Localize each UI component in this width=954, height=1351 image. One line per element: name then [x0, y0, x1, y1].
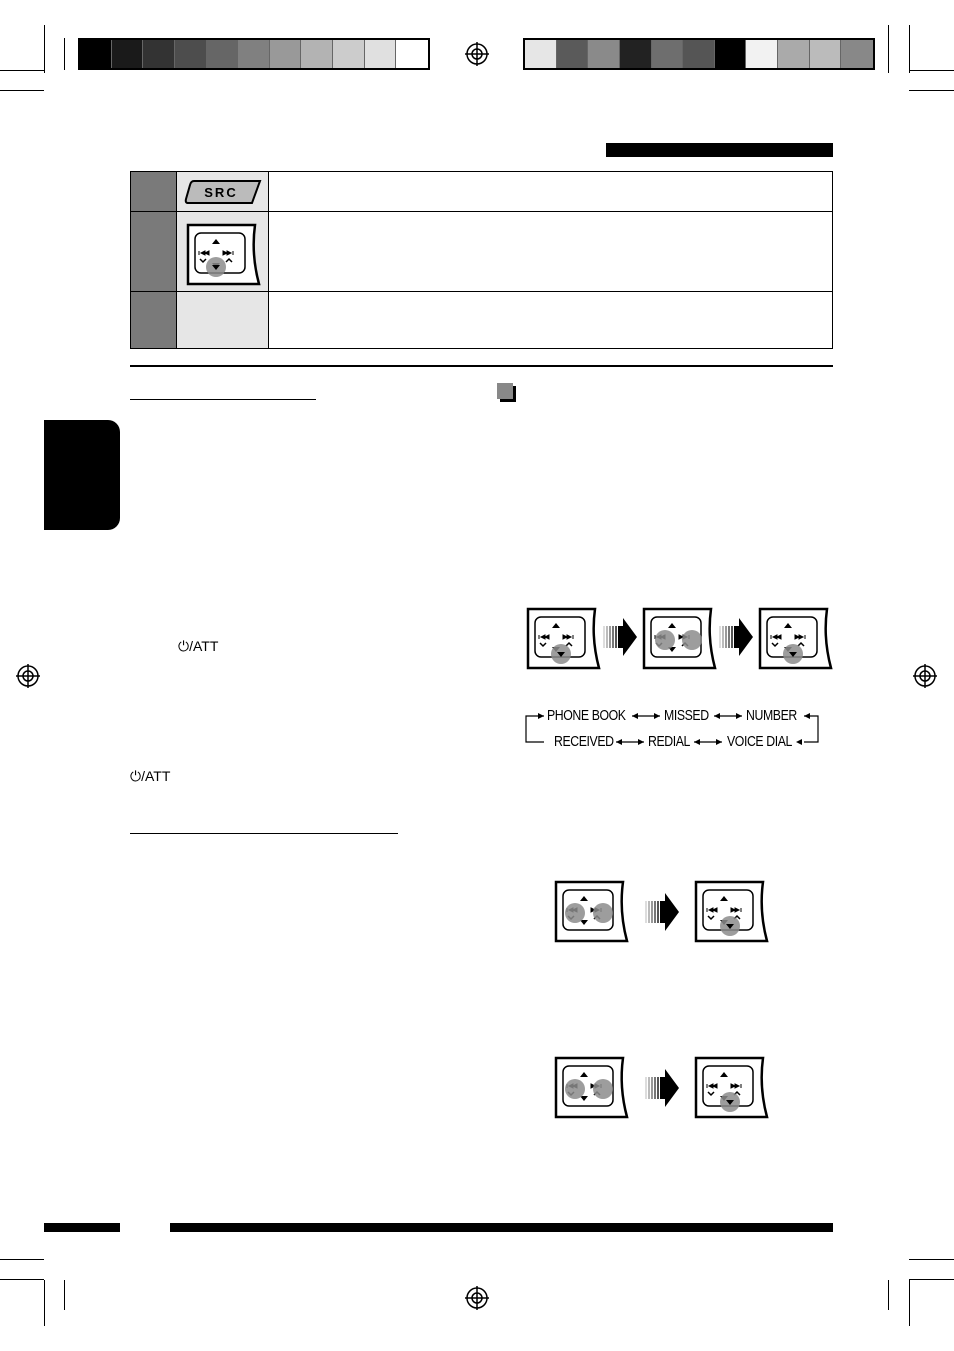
- footer-page-bar: [44, 1223, 120, 1232]
- color-swatch: [175, 40, 207, 68]
- color-swatch: [365, 40, 397, 68]
- crop-mark: [44, 25, 45, 73]
- language-side-tab: [44, 420, 120, 530]
- description-cell: [269, 172, 832, 211]
- crop-mark: [909, 70, 954, 71]
- description-cell: [269, 212, 832, 291]
- color-swatch: [396, 40, 428, 68]
- color-swatch: [841, 40, 873, 68]
- crop-mark: [888, 1280, 889, 1310]
- registration-target-icon: [16, 664, 40, 688]
- color-swatch: [207, 40, 239, 68]
- color-swatch: [746, 40, 778, 68]
- section-marker-icon: [497, 383, 513, 399]
- arrow-right-icon: [645, 893, 679, 931]
- heading-underline: [130, 399, 316, 400]
- button-cell: [177, 292, 269, 348]
- color-swatch: [112, 40, 144, 68]
- menu-item-received: RECEIVED: [554, 733, 614, 750]
- crop-mark: [909, 25, 910, 73]
- crop-mark: [909, 1279, 954, 1280]
- menu-item-missed: MISSED: [664, 707, 709, 724]
- crop-mark: [0, 70, 44, 71]
- button-cell: [177, 212, 269, 291]
- crop-mark: [0, 1279, 44, 1280]
- arrow-right-icon: [645, 1069, 679, 1107]
- power-att-label: ⏻/ATT: [130, 768, 171, 784]
- color-swatch: [588, 40, 620, 68]
- table-row: [131, 212, 832, 292]
- src-button-icon: [184, 179, 264, 205]
- color-swatch: [557, 40, 589, 68]
- button-cell: [177, 172, 269, 211]
- color-swatch: [301, 40, 333, 68]
- color-swatch: [683, 40, 715, 68]
- table-row: [131, 172, 832, 212]
- control-pad-icon: [553, 879, 631, 945]
- color-swatch: [270, 40, 302, 68]
- control-pad-icon: [641, 606, 719, 672]
- color-swatch: [333, 40, 365, 68]
- crop-mark: [64, 1280, 65, 1310]
- step-cell: [131, 292, 177, 348]
- menu-item-voice-dial: VOICE DIAL: [727, 733, 792, 750]
- color-swatch: [238, 40, 270, 68]
- color-swatch: [143, 40, 175, 68]
- control-pad-icon: [757, 606, 835, 672]
- registration-target-icon: [913, 664, 937, 688]
- src-button-label: SRC: [204, 185, 238, 200]
- description-cell: [269, 292, 832, 348]
- crop-mark: [909, 90, 954, 91]
- crop-mark: [909, 1280, 910, 1326]
- footer-rule: [170, 1223, 833, 1232]
- table-row: [131, 292, 832, 348]
- menu-item-number: NUMBER: [746, 707, 797, 724]
- section-rule: [130, 365, 833, 367]
- control-pad-icon: [693, 1055, 771, 1121]
- color-swatch: [525, 40, 557, 68]
- arrow-right-icon: [719, 618, 753, 656]
- control-pad-icon: [553, 1055, 631, 1121]
- step-cell: [131, 212, 177, 291]
- crop-mark: [0, 90, 44, 91]
- color-swatch: [652, 40, 684, 68]
- crop-mark: [44, 1280, 45, 1326]
- registration-target-icon: [465, 42, 489, 66]
- control-pad-icon: [525, 606, 603, 672]
- color-swatch: [810, 40, 842, 68]
- operation-table: [130, 171, 833, 349]
- menu-item-redial: REDIAL: [648, 733, 690, 750]
- power-att-label: ⏻/ATT: [178, 638, 219, 654]
- crop-mark: [0, 1259, 44, 1260]
- heading-underline: [130, 833, 398, 834]
- registration-target-icon: [465, 1286, 489, 1310]
- color-bar-left: [78, 38, 430, 70]
- crop-mark: [909, 1259, 954, 1260]
- color-swatch: [715, 40, 747, 68]
- control-pad-icon: [693, 879, 771, 945]
- color-bar-right: [523, 38, 875, 70]
- color-swatch: [778, 40, 810, 68]
- step-cell: [131, 172, 177, 211]
- crop-mark: [888, 25, 889, 73]
- menu-item-phone-book: PHONE BOOK: [547, 707, 626, 724]
- control-pad-icon: [185, 222, 263, 288]
- crop-mark: [64, 38, 65, 70]
- header-block: [606, 143, 833, 157]
- color-swatch: [80, 40, 112, 68]
- color-swatch: [620, 40, 652, 68]
- arrow-right-icon: [603, 618, 637, 656]
